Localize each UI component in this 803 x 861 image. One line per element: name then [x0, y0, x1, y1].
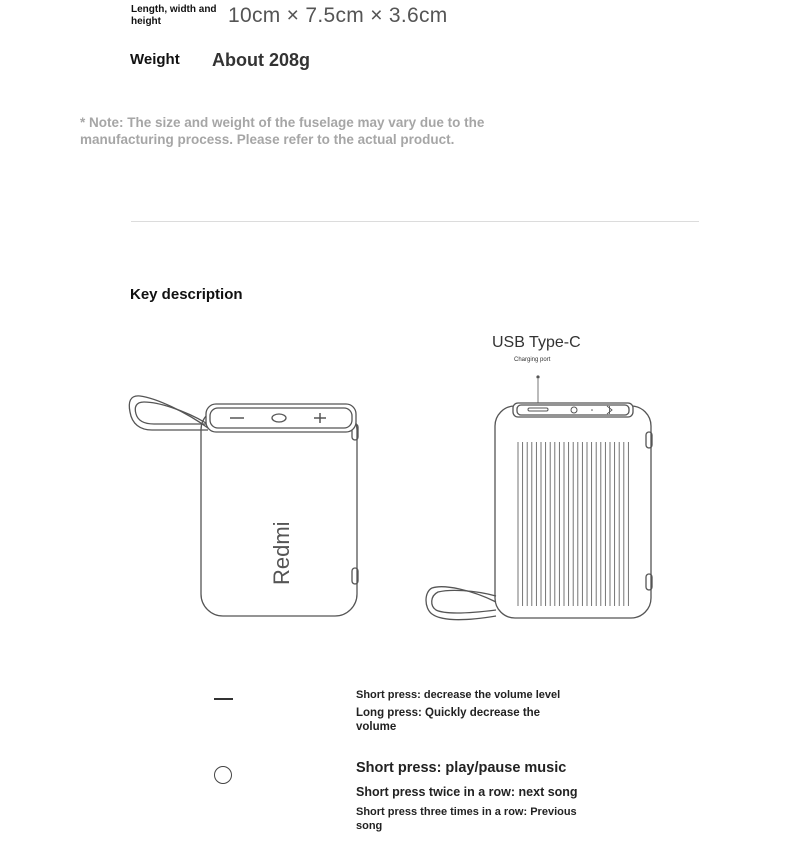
speaker-back-illustration: [420, 370, 660, 630]
play-double-press: Short press twice in a row: next song: [356, 785, 578, 799]
key-description-title: Key description: [130, 286, 243, 303]
play-triple-press: Short press three times in a row: Previous song: [356, 806, 577, 832]
section-divider: [131, 221, 699, 222]
charging-port-label: Charging port: [514, 357, 551, 363]
speaker-grille: [518, 442, 628, 606]
weight-value: About 208g: [212, 50, 311, 70]
minus-short-press: Short press: decrease the volume level: [356, 689, 561, 701]
size-weight-note: * Note: The size and weight of the fuselage may vary due to the manufacturing process. Please refer to the actual product.: [80, 115, 485, 147]
minus-long-press: Long press: Quickly decrease the volume: [356, 707, 541, 733]
weight-label: Weight: [130, 51, 180, 68]
circle-icon: [214, 766, 232, 784]
speaker-front-illustration: [126, 390, 366, 625]
redmi-brand-text: Redmi: [269, 521, 294, 585]
dimensions-label: Length, width and height: [131, 4, 217, 27]
dimensions-value: 10cm × 7.5cm × 3.6cm: [228, 4, 448, 27]
usb-type-c-label: USB Type-C: [492, 334, 581, 351]
minus-icon: [214, 698, 233, 700]
play-short-press: Short press: play/pause music: [356, 760, 567, 776]
